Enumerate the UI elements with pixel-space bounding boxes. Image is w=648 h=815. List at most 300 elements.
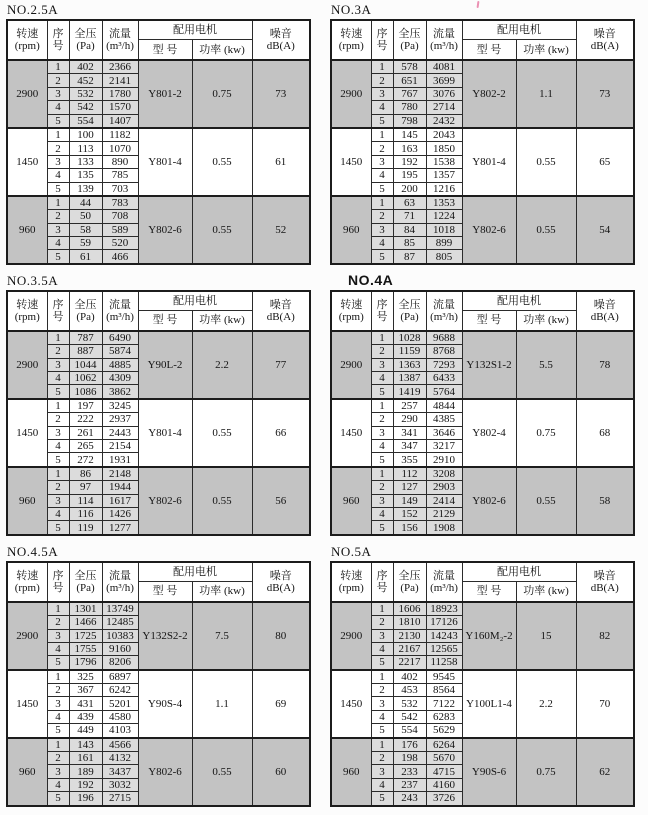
pressure-cell: 367 <box>69 684 102 697</box>
pressure-cell: 176 <box>393 738 426 752</box>
pressure-cell: 431 <box>69 697 102 710</box>
rpm-cell: 2900 <box>7 60 47 128</box>
noise-cell: 61 <box>252 128 310 196</box>
seq-cell: 4 <box>47 507 69 520</box>
pressure-cell: 439 <box>69 710 102 723</box>
rpm-cell: 1450 <box>7 128 47 196</box>
noise-cell: 80 <box>252 602 310 670</box>
pressure-cell: 355 <box>393 453 426 467</box>
rpm-cell: 2900 <box>331 602 371 670</box>
flow-header: 流量 (m³/h) <box>426 291 462 331</box>
pressure-cell: 192 <box>393 155 426 168</box>
seq-cell: 3 <box>47 155 69 168</box>
power-cell: 0.55 <box>192 738 252 806</box>
power-cell: 0.55 <box>192 196 252 264</box>
flow-header: 流量 (m³/h) <box>102 20 138 60</box>
noise-cell: 78 <box>576 331 634 399</box>
model-header: 型 号 <box>462 581 516 602</box>
pressure-cell: 119 <box>69 521 102 535</box>
seq-cell: 2 <box>47 345 69 358</box>
flow-cell: 1070 <box>102 142 138 155</box>
pressure-cell: 780 <box>393 101 426 114</box>
noise-cell: 62 <box>576 738 634 806</box>
seq-cell: 5 <box>371 521 393 535</box>
pressure-cell: 233 <box>393 765 426 778</box>
spec-table <box>6 290 311 536</box>
rpm-cell: 1450 <box>331 670 371 738</box>
seq-header: 序 号 <box>371 20 393 60</box>
seq-cell: 2 <box>371 210 393 223</box>
pressure-cell: 116 <box>69 507 102 520</box>
seq-cell: 4 <box>47 710 69 723</box>
power-cell: 5.5 <box>516 331 576 399</box>
flow-cell: 7122 <box>426 697 462 710</box>
flow-cell: 1908 <box>426 521 462 535</box>
seq-cell: 4 <box>371 778 393 791</box>
flow-cell: 6264 <box>426 738 462 752</box>
flow-cell: 2154 <box>102 439 138 452</box>
power-header: 功率 (kw) <box>516 310 576 331</box>
seq-cell: 4 <box>371 710 393 723</box>
seq-cell: 2 <box>47 481 69 494</box>
flow-cell: 2432 <box>426 114 462 128</box>
pressure-cell: 145 <box>393 128 426 142</box>
flow-cell: 3699 <box>426 74 462 87</box>
spec-table <box>6 19 311 265</box>
rpm-cell: 960 <box>7 467 47 535</box>
flow-cell: 2715 <box>102 792 138 806</box>
seq-cell: 4 <box>371 642 393 655</box>
seq-cell: 1 <box>371 60 393 74</box>
flow-cell: 1357 <box>426 169 462 182</box>
pressure-cell: 63 <box>393 196 426 210</box>
flow-cell: 4844 <box>426 399 462 413</box>
flow-cell: 3208 <box>426 467 462 481</box>
seq-cell: 2 <box>47 752 69 765</box>
flow-cell: 2148 <box>102 467 138 481</box>
rpm-cell: 960 <box>331 467 371 535</box>
pressure-cell: 402 <box>393 670 426 684</box>
flow-cell: 4103 <box>102 724 138 738</box>
flow-cell: 3862 <box>102 385 138 399</box>
motor-group-header: 配用电机 <box>138 562 252 582</box>
seq-cell: 3 <box>47 87 69 100</box>
pressure-cell: 347 <box>393 439 426 452</box>
rpm-cell: 960 <box>331 738 371 806</box>
pressure-cell: 2217 <box>393 656 426 670</box>
seq-cell: 3 <box>47 358 69 371</box>
noise-header: 噪音 dB(A) <box>576 291 634 331</box>
noise-cell: 65 <box>576 128 634 196</box>
flow-cell: 2910 <box>426 453 462 467</box>
pressure-cell: 325 <box>69 670 102 684</box>
flow-cell: 3076 <box>426 87 462 100</box>
flow-cell: 4715 <box>426 765 462 778</box>
motor-group-header: 配用电机 <box>462 20 576 40</box>
flow-cell: 14243 <box>426 629 462 642</box>
flow-cell: 5629 <box>426 724 462 738</box>
power-cell: 2.2 <box>516 670 576 738</box>
flow-cell: 783 <box>102 196 138 210</box>
pressure-header: 全压 (Pa) <box>69 291 102 331</box>
flow-cell: 3437 <box>102 765 138 778</box>
flow-cell: 520 <box>102 237 138 250</box>
flow-cell: 4885 <box>102 358 138 371</box>
motor-model-cell: Y132S2-2 <box>138 602 192 670</box>
seq-cell: 2 <box>371 684 393 697</box>
pressure-cell: 542 <box>69 101 102 114</box>
flow-cell: 2414 <box>426 494 462 507</box>
seq-cell: 2 <box>371 752 393 765</box>
flow-cell: 3726 <box>426 792 462 806</box>
noise-cell: 69 <box>252 670 310 738</box>
power-cell: 0.55 <box>516 128 576 196</box>
pressure-cell: 195 <box>393 169 426 182</box>
noise-cell: 66 <box>252 399 310 467</box>
seq-cell: 5 <box>47 521 69 535</box>
pressure-cell: 1755 <box>69 642 102 655</box>
flow-cell: 1353 <box>426 196 462 210</box>
seq-cell: 2 <box>47 616 69 629</box>
seq-cell: 3 <box>371 87 393 100</box>
seq-header: 序 号 <box>47 562 69 602</box>
flow-cell: 17126 <box>426 616 462 629</box>
seq-cell: 4 <box>371 439 393 452</box>
flow-cell: 4385 <box>426 413 462 426</box>
seq-cell: 3 <box>371 697 393 710</box>
flow-cell: 6283 <box>426 710 462 723</box>
motor-model-cell: Y90S-6 <box>462 738 516 806</box>
pressure-cell: 453 <box>393 684 426 697</box>
pressure-cell: 113 <box>69 142 102 155</box>
motor-model-cell: Y100L1-4 <box>462 670 516 738</box>
noise-cell: 73 <box>252 60 310 128</box>
flow-cell: 10383 <box>102 629 138 642</box>
table-block <box>324 2 648 265</box>
noise-cell: 73 <box>576 60 634 128</box>
pressure-cell: 2130 <box>393 629 426 642</box>
seq-cell: 3 <box>47 765 69 778</box>
noise-header: 噪音 dB(A) <box>576 562 634 602</box>
flow-cell: 4132 <box>102 752 138 765</box>
rpm-cell: 2900 <box>331 331 371 399</box>
noise-cell: 52 <box>252 196 310 264</box>
pressure-cell: 149 <box>393 494 426 507</box>
seq-cell: 5 <box>371 724 393 738</box>
speed-header: 转速 (rpm) <box>331 291 371 331</box>
flow-cell: 1538 <box>426 155 462 168</box>
motor-model-cell: Y802-6 <box>138 738 192 806</box>
motor-group-header: 配用电机 <box>138 20 252 40</box>
power-cell: 0.55 <box>192 399 252 467</box>
pressure-cell: 651 <box>393 74 426 87</box>
motor-group-header: 配用电机 <box>462 291 576 311</box>
seq-cell: 5 <box>371 182 393 196</box>
motor-model-cell: Y132S1-2 <box>462 331 516 399</box>
noise-cell: 54 <box>576 196 634 264</box>
pressure-cell: 787 <box>69 331 102 345</box>
noise-header: 噪音 dB(A) <box>252 562 310 602</box>
seq-cell: 2 <box>371 413 393 426</box>
seq-cell: 5 <box>47 182 69 196</box>
seq-cell: 4 <box>47 101 69 114</box>
seq-cell: 1 <box>371 196 393 210</box>
flow-cell: 2937 <box>102 413 138 426</box>
pressure-header: 全压 (Pa) <box>69 20 102 60</box>
table-title: NO.5A <box>331 543 372 559</box>
pressure-cell: 87 <box>393 250 426 264</box>
seq-cell: 5 <box>371 792 393 806</box>
pressure-cell: 261 <box>69 426 102 439</box>
motor-model-cell: Y802-6 <box>462 467 516 535</box>
pressure-cell: 265 <box>69 439 102 452</box>
seq-cell: 3 <box>47 629 69 642</box>
flow-cell: 466 <box>102 250 138 264</box>
power-cell: 0.55 <box>192 128 252 196</box>
motor-model-cell: Y90S-4 <box>138 670 192 738</box>
model-header: 型 号 <box>138 40 192 61</box>
pressure-cell: 578 <box>393 60 426 74</box>
pressure-cell: 1363 <box>393 358 426 371</box>
seq-cell: 1 <box>371 602 393 616</box>
pressure-cell: 86 <box>69 467 102 481</box>
pressure-cell: 1796 <box>69 656 102 670</box>
noise-cell: 70 <box>576 670 634 738</box>
motor-model-cell: Y801-4 <box>462 128 516 196</box>
pressure-cell: 243 <box>393 792 426 806</box>
pressure-cell: 887 <box>69 345 102 358</box>
flow-cell: 1617 <box>102 494 138 507</box>
flow-cell: 9545 <box>426 670 462 684</box>
pressure-header: 全压 (Pa) <box>393 291 426 331</box>
speed-header: 转速 (rpm) <box>7 562 47 602</box>
pressure-cell: 554 <box>393 724 426 738</box>
seq-cell: 4 <box>371 169 393 182</box>
seq-cell: 4 <box>47 642 69 655</box>
flow-cell: 3245 <box>102 399 138 413</box>
noise-header: 噪音 dB(A) <box>576 20 634 60</box>
power-header: 功率 (kw) <box>516 40 576 61</box>
table-title: NO.3A <box>331 2 372 17</box>
spec-table <box>330 561 635 807</box>
table-title: NO.3.5A <box>7 272 59 288</box>
power-header: 功率 (kw) <box>192 310 252 331</box>
seq-cell: 1 <box>47 602 69 616</box>
power-cell: 15 <box>516 602 576 670</box>
pressure-cell: 402 <box>69 60 102 74</box>
power-header: 功率 (kw) <box>192 581 252 602</box>
motor-model-cell: Y802-6 <box>138 467 192 535</box>
speed-header: 转速 (rpm) <box>331 562 371 602</box>
seq-cell: 3 <box>371 765 393 778</box>
rpm-cell: 960 <box>331 196 371 264</box>
table-title: NO.2.5A <box>7 2 59 17</box>
pressure-cell: 114 <box>69 494 102 507</box>
pressure-cell: 135 <box>69 169 102 182</box>
flow-cell: 11258 <box>426 656 462 670</box>
seq-cell: 5 <box>371 250 393 264</box>
seq-cell: 4 <box>47 237 69 250</box>
table-block <box>0 544 324 807</box>
seq-cell: 3 <box>47 697 69 710</box>
seq-cell: 5 <box>47 792 69 806</box>
pressure-cell: 139 <box>69 182 102 196</box>
pressure-cell: 1028 <box>393 331 426 345</box>
seq-cell: 1 <box>47 60 69 74</box>
flow-cell: 1931 <box>102 453 138 467</box>
speed-header: 转速 (rpm) <box>7 291 47 331</box>
pressure-cell: 58 <box>69 223 102 236</box>
pressure-cell: 59 <box>69 237 102 250</box>
flow-header: 流量 (m³/h) <box>102 562 138 602</box>
pressure-cell: 290 <box>393 413 426 426</box>
motor-model-cell: Y801-2 <box>138 60 192 128</box>
pressure-cell: 1044 <box>69 358 102 371</box>
spec-table <box>330 19 635 265</box>
pressure-cell: 84 <box>393 223 426 236</box>
pressure-cell: 133 <box>69 155 102 168</box>
flow-cell: 589 <box>102 223 138 236</box>
seq-cell: 1 <box>371 331 393 345</box>
seq-cell: 4 <box>371 237 393 250</box>
pressure-cell: 163 <box>393 142 426 155</box>
motor-model-cell: Y802-6 <box>138 196 192 264</box>
seq-cell: 5 <box>371 385 393 399</box>
seq-header: 序 号 <box>47 291 69 331</box>
pressure-cell: 112 <box>393 467 426 481</box>
rpm-cell: 2900 <box>7 602 47 670</box>
seq-cell: 3 <box>371 426 393 439</box>
seq-cell: 1 <box>371 738 393 752</box>
flow-cell: 2366 <box>102 60 138 74</box>
table-title: NO.4A <box>348 271 394 288</box>
flow-cell: 708 <box>102 210 138 223</box>
flow-cell: 2714 <box>426 101 462 114</box>
pressure-cell: 2167 <box>393 642 426 655</box>
pressure-cell: 1419 <box>393 385 426 399</box>
table-title: NO.4.5A <box>7 543 59 559</box>
pressure-cell: 100 <box>69 128 102 142</box>
flow-cell: 1277 <box>102 521 138 535</box>
power-cell: 0.75 <box>516 738 576 806</box>
seq-cell: 5 <box>47 385 69 399</box>
seq-cell: 3 <box>371 155 393 168</box>
flow-cell: 2043 <box>426 128 462 142</box>
flow-cell: 3032 <box>102 778 138 791</box>
seq-cell: 3 <box>371 223 393 236</box>
seq-cell: 2 <box>371 481 393 494</box>
noise-cell: 77 <box>252 331 310 399</box>
flow-cell: 4566 <box>102 738 138 752</box>
pressure-cell: 161 <box>69 752 102 765</box>
flow-cell: 8206 <box>102 656 138 670</box>
pressure-header: 全压 (Pa) <box>393 20 426 60</box>
power-cell: 0.55 <box>516 467 576 535</box>
flow-cell: 1850 <box>426 142 462 155</box>
rpm-cell: 2900 <box>331 60 371 128</box>
power-cell: 0.55 <box>516 196 576 264</box>
flow-cell: 4309 <box>102 372 138 385</box>
table-block <box>324 544 648 807</box>
power-cell: 1.1 <box>192 670 252 738</box>
pressure-cell: 222 <box>69 413 102 426</box>
flow-cell: 8564 <box>426 684 462 697</box>
power-cell: 0.75 <box>192 60 252 128</box>
pressure-cell: 1466 <box>69 616 102 629</box>
flow-cell: 4580 <box>102 710 138 723</box>
seq-cell: 2 <box>371 142 393 155</box>
pressure-header: 全压 (Pa) <box>69 562 102 602</box>
seq-cell: 1 <box>47 467 69 481</box>
motor-group-header: 配用电机 <box>462 562 576 582</box>
pressure-cell: 341 <box>393 426 426 439</box>
flow-cell: 1182 <box>102 128 138 142</box>
noise-cell: 60 <box>252 738 310 806</box>
motor-model-cell: Y802-4 <box>462 399 516 467</box>
flow-cell: 2129 <box>426 507 462 520</box>
table-block <box>0 273 324 536</box>
seq-cell: 5 <box>371 453 393 467</box>
speed-header: 转速 (rpm) <box>7 20 47 60</box>
power-cell: 1.1 <box>516 60 576 128</box>
seq-cell: 1 <box>371 467 393 481</box>
flow-cell: 6897 <box>102 670 138 684</box>
pressure-cell: 1606 <box>393 602 426 616</box>
flow-header: 流量 (m³/h) <box>426 562 462 602</box>
seq-cell: 4 <box>371 372 393 385</box>
pressure-cell: 1086 <box>69 385 102 399</box>
flow-cell: 805 <box>426 250 462 264</box>
pressure-cell: 1387 <box>393 372 426 385</box>
flow-header: 流量 (m³/h) <box>426 20 462 60</box>
seq-cell: 2 <box>47 74 69 87</box>
rpm-cell: 1450 <box>7 670 47 738</box>
pressure-cell: 554 <box>69 114 102 128</box>
pressure-cell: 542 <box>393 710 426 723</box>
seq-header: 序 号 <box>47 20 69 60</box>
flow-cell: 4160 <box>426 778 462 791</box>
seq-cell: 2 <box>47 684 69 697</box>
power-cell: 0.55 <box>192 467 252 535</box>
flow-cell: 5201 <box>102 697 138 710</box>
flow-cell: 1216 <box>426 182 462 196</box>
flow-cell: 5670 <box>426 752 462 765</box>
seq-cell: 4 <box>47 372 69 385</box>
flow-cell: 890 <box>102 155 138 168</box>
flow-cell: 2903 <box>426 481 462 494</box>
noise-header: 噪音 dB(A) <box>252 291 310 331</box>
flow-cell: 1018 <box>426 223 462 236</box>
flow-cell: 8768 <box>426 345 462 358</box>
seq-cell: 1 <box>47 196 69 210</box>
seq-cell: 5 <box>371 114 393 128</box>
motor-model-cell: Y90L-2 <box>138 331 192 399</box>
noise-header: 噪音 dB(A) <box>252 20 310 60</box>
speed-header: 转速 (rpm) <box>331 20 371 60</box>
seq-cell: 5 <box>47 114 69 128</box>
pressure-cell: 189 <box>69 765 102 778</box>
pressure-cell: 1159 <box>393 345 426 358</box>
flow-cell: 1426 <box>102 507 138 520</box>
flow-cell: 703 <box>102 182 138 196</box>
pressure-cell: 798 <box>393 114 426 128</box>
pressure-cell: 85 <box>393 237 426 250</box>
flow-cell: 1944 <box>102 481 138 494</box>
seq-cell: 2 <box>371 74 393 87</box>
flow-cell: 6242 <box>102 684 138 697</box>
seq-cell: 2 <box>47 413 69 426</box>
flow-cell: 1570 <box>102 101 138 114</box>
